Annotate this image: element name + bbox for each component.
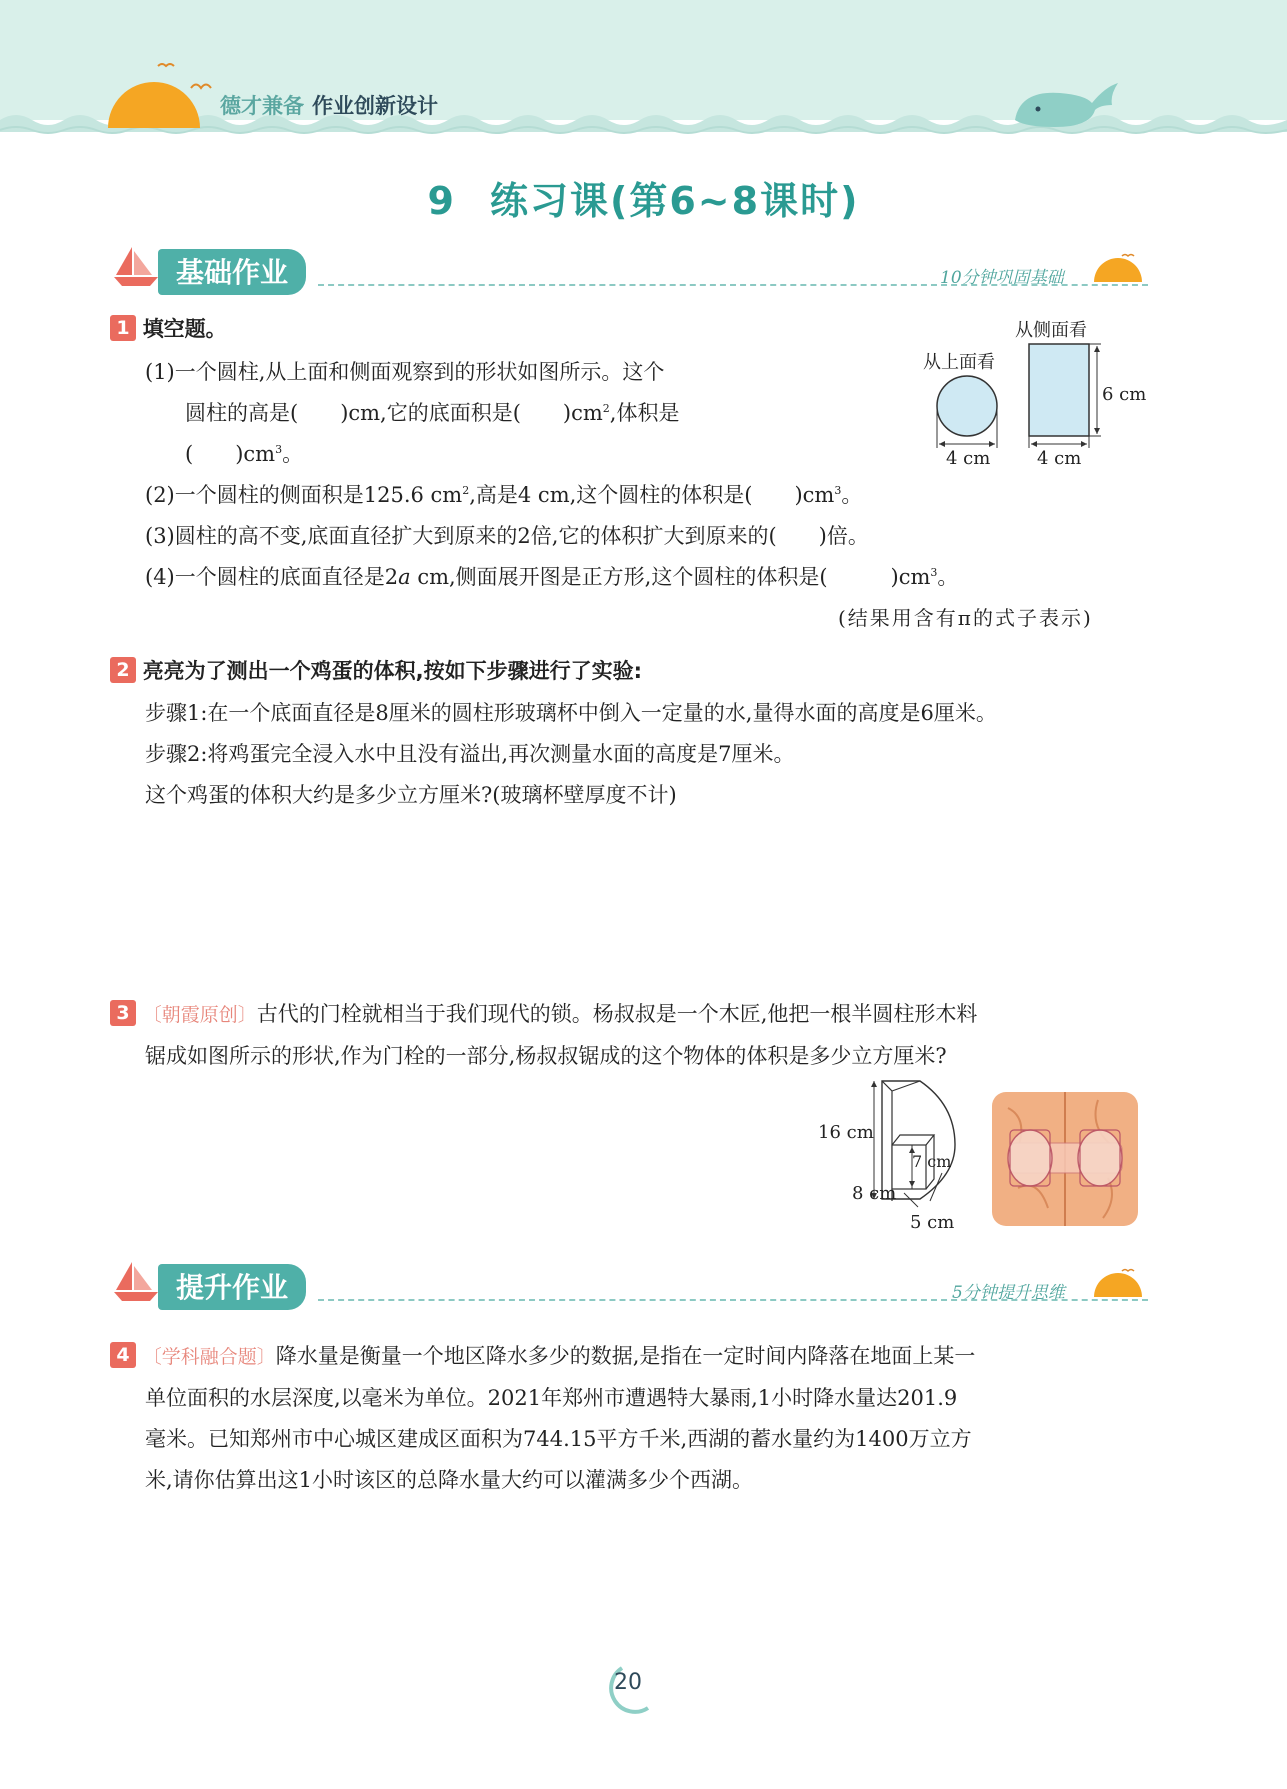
q1-part3: (3)圆柱的高不变,底面直径扩大到原来的2倍,它的体积扩大到原来的( )倍。	[145, 524, 869, 548]
fig-rect-width: 4 cm	[1037, 448, 1082, 469]
question-number-badge: 1	[110, 315, 136, 341]
q1-part1-line3	[185, 438, 303, 468]
brand-colored: 德才兼备	[220, 94, 304, 118]
q4-line4: 米,请你估算出这1小时该区的总降水量大约可以灌满多少个西湖。	[145, 1468, 754, 1492]
fig-top-view-label: 从上面看	[923, 352, 995, 373]
lesson-title: 练习课(第6~8课时)	[489, 179, 860, 223]
q3-tag: 〔朝霞原创〕	[142, 1004, 257, 1026]
fig-width-8: 8 cm	[852, 1183, 897, 1204]
brand-dark: 作业创新设计	[312, 94, 438, 118]
q1-part4-var: a	[398, 565, 411, 589]
q1-part1-line1: (1)一个圆柱,从上面和侧面观察到的形状如图所示。这个	[145, 360, 665, 384]
q1-title: 填空题。	[142, 317, 227, 341]
q1-note: (结果用含有π的式子表示)	[838, 606, 1093, 630]
section-advanced-time: 5分钟提升思维	[952, 1283, 1065, 1303]
q1-part1-line2-text: 圆柱的高是( )cm,它的底面积是( )cm	[185, 401, 603, 425]
sup-3: 3	[834, 484, 842, 497]
q1-part1-line2	[185, 397, 679, 427]
q1-part1-line3-end: 。	[282, 442, 304, 466]
q4-tag: 〔学科融合题〕	[142, 1346, 276, 1368]
q1-part4	[145, 561, 958, 591]
q1-part2-c: 。	[841, 483, 863, 507]
q2-heading	[110, 655, 642, 685]
q1-part4-c: 。	[937, 565, 959, 589]
question-number-badge: 4	[110, 1342, 136, 1368]
whale-icon	[1010, 75, 1120, 130]
section-basic-time: 10分钟巩固基础	[940, 268, 1064, 288]
side-view-rect	[1029, 344, 1089, 436]
fig-depth-5: 5 cm	[910, 1212, 955, 1233]
boat-icon	[112, 1260, 160, 1302]
boat-icon	[112, 245, 160, 287]
q1-part2-b: ,高是4 cm,这个圆柱的体积是( )cm	[469, 483, 835, 507]
q4-line3: 毫米。已知郑州市中心城区建成区面积为744.15平方千米,西湖的蓄水量约为1400万立方	[145, 1427, 972, 1451]
top-view-circle	[937, 376, 997, 436]
q3-line2: 锯成如图所示的形状,作为门栓的一部分,杨叔叔锯成的这个物体的体积是多少立方厘米?	[145, 1044, 947, 1068]
q1-part4-b: cm,侧面展开图是正方形,这个圆柱的体积是( )cm	[410, 565, 931, 589]
page-title	[0, 170, 1287, 225]
q2-question: 这个鸡蛋的体积大约是多少立方厘米?(玻璃杯壁厚度不计)	[145, 783, 677, 807]
q2-title: 亮亮为了测出一个鸡蛋的体积,按如下步骤进行了实验:	[142, 659, 643, 683]
small-sun-icon	[1092, 252, 1144, 286]
page-number: 20	[614, 1670, 642, 1695]
sup-2: 2	[602, 402, 610, 415]
q4-line2: 单位面积的水层深度,以毫米为单位。2021年郑州市遭遇特大暴雨,1小时降水量达201.9	[145, 1386, 958, 1410]
q3-line1-text: 古代的门栓就相当于我们现代的锁。杨叔叔是一个木匠,他把一根半圆柱形木料	[256, 1002, 978, 1026]
q3-line1	[110, 998, 977, 1028]
q2-step1: 步骤1:在一个底面直径是8厘米的圆柱形玻璃杯中倒入一定量的水,量得水面的高度是6厘米。	[145, 701, 997, 725]
door-latch-illustration	[988, 1088, 1143, 1230]
section-basic-label: 基础作业	[158, 249, 306, 295]
sup-3: 3	[930, 566, 938, 579]
sup-2: 2	[462, 484, 470, 497]
q1-part4-a: (4)一个圆柱的底面直径是2	[145, 565, 399, 589]
q2-step2: 步骤2:将鸡蛋完全浸入水中且没有溢出,再次测量水面的高度是7厘米。	[145, 742, 795, 766]
question-number-badge: 3	[110, 1000, 136, 1026]
sun-icon	[100, 60, 210, 130]
q1-heading	[110, 313, 227, 343]
fig-circle-dim: 4 cm	[946, 448, 991, 469]
fig-height-16: 16 cm	[818, 1122, 874, 1143]
q1-part1-line3-text: ( )cm	[185, 442, 276, 466]
lesson-number: 9	[427, 179, 456, 223]
q1-part1-line2-end: ,体积是	[609, 401, 680, 425]
q4-line1	[110, 1340, 975, 1370]
brand	[220, 90, 438, 120]
section-advanced-label: 提升作业	[158, 1264, 306, 1310]
fig-rect-height: 6 cm	[1102, 384, 1147, 405]
bird-icon	[190, 80, 214, 92]
fig-side-view-label: 从侧面看	[1015, 320, 1087, 341]
sup-3: 3	[275, 443, 283, 456]
fig-notch-7: 7 cm	[912, 1152, 952, 1171]
q4-line1-text: 降水量是衡量一个地区降水多少的数据,是指在一定时间内降落在地面上某一	[275, 1344, 976, 1368]
question-number-badge: 2	[110, 657, 136, 683]
q1-part2-a: (2)一个圆柱的侧面积是125.6 cm	[145, 483, 463, 507]
q1-part2	[145, 479, 862, 509]
small-sun-icon	[1092, 1267, 1144, 1301]
